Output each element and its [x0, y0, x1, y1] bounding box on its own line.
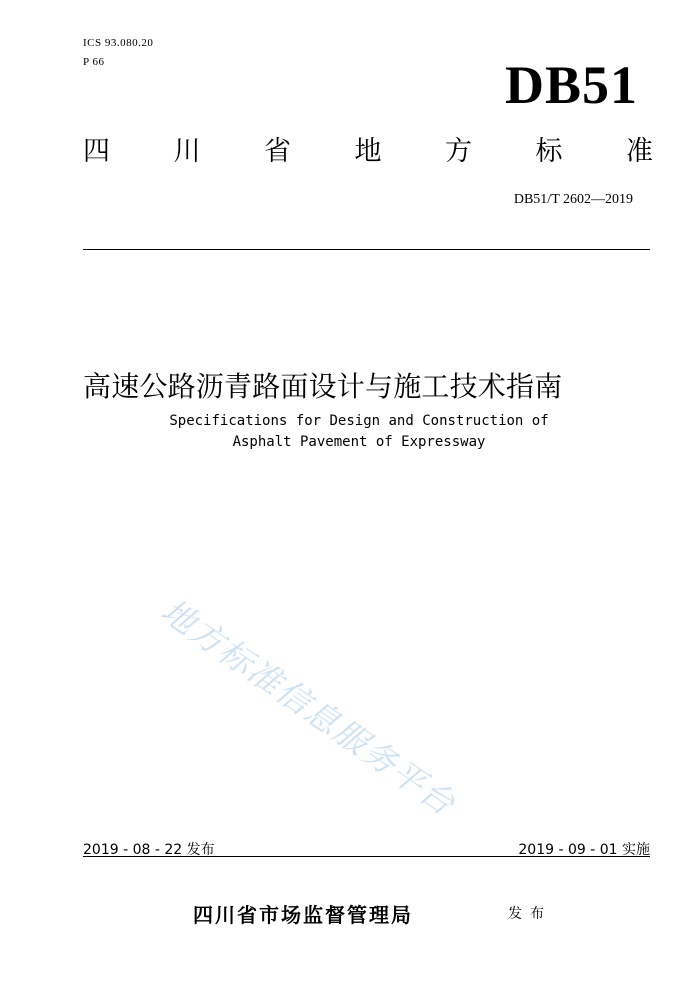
- header-divider: [83, 249, 650, 250]
- province-char: 川: [173, 136, 201, 167]
- province-standard-heading: [83, 138, 653, 165]
- province-char: 标: [535, 136, 563, 167]
- watermark: 地方标准信息服务平台: [154, 590, 464, 824]
- title-chinese: 高速公路沥青路面设计与施工技术指南: [83, 370, 563, 403]
- implement-date: 2019 - 09 - 01 实施: [518, 842, 650, 858]
- ics-code: ICS 93.080.20: [83, 37, 154, 49]
- province-char: 省: [264, 136, 291, 167]
- title-english-line2: Asphalt Pavement of Expressway: [232, 434, 486, 450]
- title-english: [0, 411, 700, 453]
- ccs-code: P 66: [83, 56, 105, 68]
- title-english-line1: Specifications for Design and Construction of: [169, 413, 549, 429]
- standard-code-logo: DB51: [504, 55, 638, 115]
- standard-number: DB51/T 2602—2019: [513, 192, 633, 207]
- issue-date: 2019 - 08 - 22 发布: [83, 842, 215, 858]
- province-char: 方: [445, 136, 472, 167]
- province-char: 准: [626, 136, 653, 167]
- province-char: 地: [354, 136, 382, 167]
- footer-divider: [83, 856, 650, 857]
- issuing-authority: 四川省市场监督管理局: [193, 903, 413, 927]
- province-char: 四: [83, 136, 110, 167]
- issue-label: 发布: [508, 906, 552, 922]
